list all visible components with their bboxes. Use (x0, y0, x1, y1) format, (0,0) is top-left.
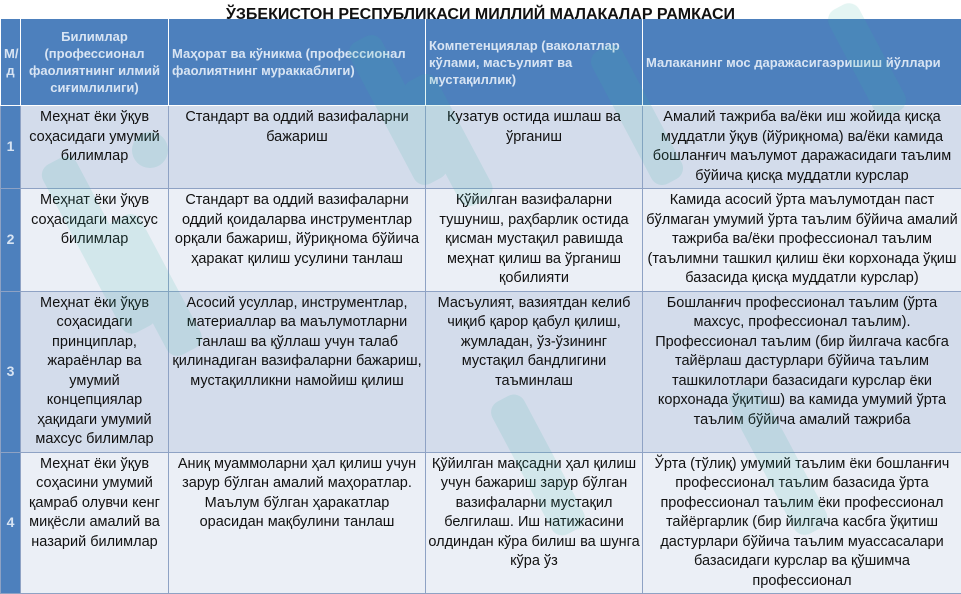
table-row (1, 189, 961, 292)
ways-text: Бошланғич профессионал таълим (ўрта махсус, профессионал таълим). (645, 294, 959, 333)
competence-cell: Қўйилган вазифаларни тушуниш, раҳбарлик остида қисман мустақил равишда меҳнат қилиш ва ўрганиш қобилияти (426, 189, 643, 292)
knowledge-cell: Меҳнат ёки ўқув соҳасидаги принциплар, жараёнлар ва умумий концепциялар ҳақидаги умумий махсус билимлар (21, 291, 169, 452)
header-knowledge: Билимлар (профессионал фаолиятнинг илмий сиғимлилиги) (21, 19, 169, 106)
row-number: 3 (1, 291, 21, 452)
table-header-row (1, 19, 961, 106)
ways-text: Профессионал таълим (бир йилгача касбга тайёрлаш дастурлари бўйича таълим ташкилотлари базасидаги курслар ёки корхонада ўқитиш) ва камида умумий ўрта таълим бўйича амалий тажриба (645, 333, 959, 431)
competence-cell: Масъулият, вазиятдан келиб чиқиб қарор қабул қилиш, жумладан, ўз-ўзининг мустақил бандлигини таъминлаш (426, 291, 643, 452)
skills-cell: Аниқ муаммоларни ҳал қилиш учун зарур бўлган амалий маҳоратлар. Маълум бўлган ҳаракатлар орасидан мақбулини танлаш (169, 452, 426, 594)
ways-cell (643, 452, 961, 594)
header-ways: Малаканинг мос даражасигаэришиш йўллари (643, 19, 961, 106)
ways-text: Амалий тажриба ва/ёки иш жойида қисқа муддатли ўқув (йўриқнома) ва/ёки камида бошланғич маълумот даражасидаги таълим бўйича қисқа муддатли курслар (645, 108, 959, 186)
page-title: ЎЗБЕКИСТОН РЕСПУБЛИКАСИ МИЛЛИЙ МАЛАКАЛАР РАМКАСИ (0, 6, 961, 24)
qualifications-table (0, 18, 961, 594)
table-row (1, 106, 961, 189)
ways-cell (643, 291, 961, 452)
knowledge-cell: Меҳнат ёки ўқув соҳасидаги махсус билимлар (21, 189, 169, 292)
row-number: 2 (1, 189, 21, 292)
knowledge-cell: Меҳнат ёки ўқув соҳасини умумий қамраб олувчи кенг миқёсли амалий ва назарий билимлар (21, 452, 169, 594)
row-number: 4 (1, 452, 21, 594)
header-skills: Маҳорат ва кўникма (профессионал фаолиятнинг мураккаблиги) (169, 19, 426, 106)
table-row (1, 452, 961, 594)
skills-cell: Стандарт ва оддий вазифаларни бажариш (169, 106, 426, 189)
competence-cell: Кузатув остида ишлаш ва ўрганиш (426, 106, 643, 189)
ways-cell (643, 106, 961, 189)
knowledge-cell: Меҳнат ёки ўқув соҳасидаги умумий билимлар (21, 106, 169, 189)
competence-cell: Қўйилган мақсадни ҳал қилиш учун бажариш зарур бўлган вазифаларни мустақил белгилаш. Иш натижасини олдиндан кўра билиш ва шунга кўра ўз (426, 452, 643, 594)
header-num: М/д (1, 19, 21, 106)
ways-cell (643, 189, 961, 292)
table-row (1, 291, 961, 452)
ways-text: Ўрта (тўлиқ) умумий таълим ёки бошланғич профессионал таълим базасида ўрта профессионал таълим ёки профессионал тайёргарлик (бир йилгача касбга ўқитиш дастурлари бўйича таълим муассасалари базасидаги курслар ва қўшимча профессионал (645, 455, 959, 592)
header-competence: Компетенциялар (ваколатлар кўлами, масъулият ва мустақиллик) (426, 19, 643, 106)
row-number: 1 (1, 106, 21, 189)
skills-cell: Асосий усуллар, инструментлар, материаллар ва маълумотларни танлаш ва қўллаш учун талаб қилинадиган вазифаларни бажариш, мустақилликни намойиш қилиш (169, 291, 426, 452)
ways-text: Камида асосий ўрта маълумотдан паст бўлмаган умумий ўрта таълим бўйича амалий тажриба ва/ёки профессионал таълим (таълимни ташкил қилиш ёки корхонада ўқиш базасида қисқа муддатли курслар) (645, 191, 959, 289)
skills-cell: Стандарт ва оддий вазифаларни оддий қоидаларва инструментлар орқали бажариш, йўриқнома бўйича ҳаракат қилиш усулини танлаш (169, 189, 426, 292)
